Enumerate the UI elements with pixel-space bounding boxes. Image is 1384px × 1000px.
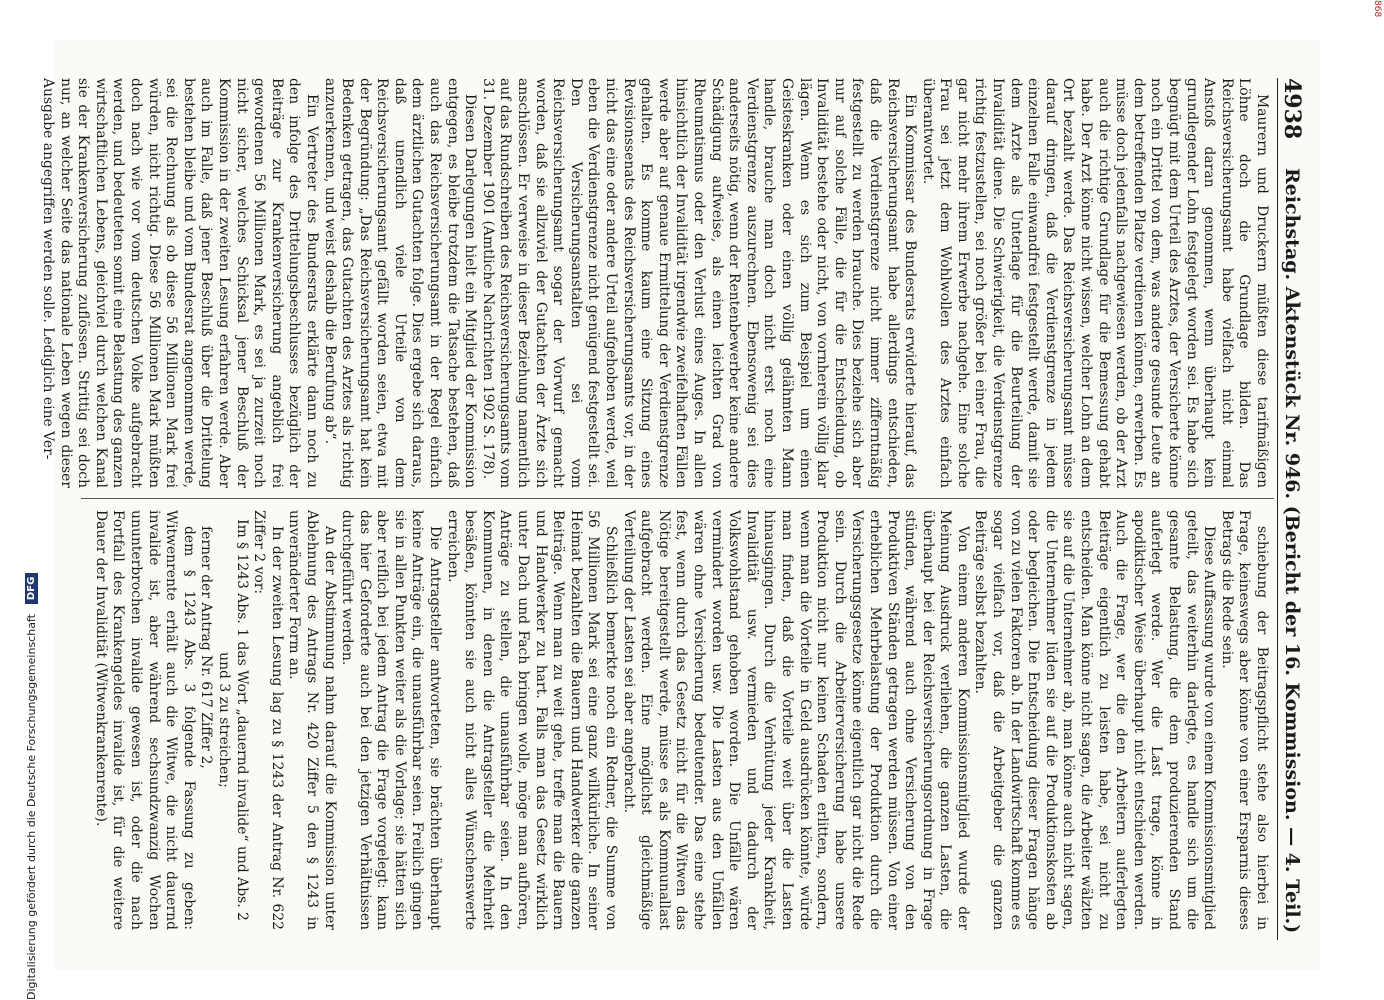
paragraph: Im § 1243 Abs. 1 das Wort „dauernd invalide“ und Abs. 2 und 3 zu streichen;: [215, 519, 250, 921]
right-column: [85, 510, 1270, 930]
paragraph: schiebung der Beitragspflicht stehe also hierbei in Frage, keineswegs aber könne von einer Ersparnis dieses Betrags die Rede sein.: [1218, 510, 1270, 930]
page-content: [40, 40, 1320, 970]
column-divider: [81, 498, 1274, 499]
page-header: [1277, 78, 1306, 940]
paragraph: Von einem anderen Kommissionsmitglied wurde der Meinung Ausdruck verliehen, die ganzen Lasten, die überhaupt bei der Reichsversicherungsordnung in Frage stünden, während auch ohne Versicherung von den Produktiven Ständen getragen werden müssen. Von einer erheblichen Mehrbelastung der Produktion durch die Versicherungsgesetze könne eigentlich gar nicht die Rede sein. Durch die Arbeiterversicherung habe unsere Produktion nicht nur keinen Schaden erlitten, sondern, wenn man die Vorteile in Geld ausdrücken könnte, würde man finden, daß die Vorteile weit über die Lasten hinausgingen. Durch die Verhütung jeder Krankheit, Invalidität usw. vermieden und dadurch der Volkswohlstand gehoben worden. Die Unfälle wären vermindert worden usw. Die Lasten aus den Unfällen wären ohne Versicherung bedeutender. Das eine stehe fest, wenn durch das Gesetz nicht für die Witwen das Nötige bereitgestellt werde, müsse es als Kommunallast aufgebracht werden. Eine möglichst gleichmäßige Verteilung der Lasten sei aber angebracht.: [620, 510, 971, 930]
credit-text: Digitalisierung gefördert durch die Deutsche Forschungsgemeinschaft: [24, 614, 38, 1000]
digitization-credit: [20, 0, 42, 1000]
paragraph: An der Abstimmung nahm darauf die Kommission unter Ablehnung des Antrags Nr. 420 Ziffer 5 den § 1243 in unveränderter Form an.: [286, 510, 338, 930]
paragraph: Ein Vertreter des Bundesrats erklärte dann noch zu den infolge des Drittelungsbeschlusses bezüglich der Beiträge zur Krankenversicherung angeblich frei gewordenen 56 Millionen Mark, es sei ja zurzeit noch nicht sicher, welches Schicksal jener Beschluß der Kommission in der zweiten Lesung erfahren werde. Aber auch im Falle, daß jener Beschluß über die Drittelung bestehen bleibe und vom Bundesrat angenommen werde, sei die Rechnung als ob diese 56 Millionen Mark frei würden, nicht richtig. Diese 56 Millionen Mark müßten doch nach wie vor vom deutschen Volke aufgebracht werden, und bedeuteten somit eine Belastung des ganzen wirtschaftlichen Lebens, gleichviel durch welchen Kanal sie der Krankenversicherung zuflössen. Strittig sei doch nur, an welcher Seite das nationale Leben wegen dieser Ausgabe angegriffen werden solle. Lediglich eine Ver-: [40, 78, 320, 488]
paragraph: Die Antragsteller antworteten, sie brächten überhaupt keine Anträge ein, die unausführbar seien. Freilich gingen sie in allen Punkten weiter als die Vorlage; sie hätten sich aber reiflich bei jedem Antrag die Frage vorgelegt: kann das hier Geforderte auch bei den jetzigen Verhältnissen durchgeführt werden.: [339, 510, 444, 930]
paragraph: ferner der Antrag Nr. 617 Ziffer 2,: [198, 526, 215, 769]
paragraph: dem § 1243 Abs. 3 folgende Fassung zu geben: Witwenrente erhält auch die Witwe, die nicht dauernd invalide ist, aber während sechsundzwanzig Wochen ununterbrochen invalide gewesen ist, oder die nach Fortfall des Krankengeldes invalide ist, für die weitere Dauer der Invalidität (Witwenkrankenrente).: [92, 510, 197, 930]
paragraph: Ein Kommissar des Bundesrats erwiderte hierauf, das Reichsversicherungsamt habe allerdings entschieden, daß die Verdienstgrenze nicht immer zifferntnäßig festgestellt zu werden brauche. Dies beziehe sich aber nur auf solche Fälle, die für die Entscheidung, ob Invalidität bestehe oder nicht, von vornherein völlig klar lägen. Wenn es sich zum Beispiel um einen Geisteskranken oder einen völlig gelähmten Mann handle, brauche man doch nicht erst noch eine Verdienstgrenze auszurechnen. Ebensowenig sei dies anderseits nötig, wenn der Rentenbewerber keine andere Schädigung aufweise, als einen leichten Grad von Rheumatismus oder den Verlust eines Auges. In allen hinsichtlich der Invalidität irgendwie zweifelhaften Fällen werde aber auf genaue Ermittelung der Verdienstgrenze gehalten. Es komme kaum eine Sitzung eines Revisionssenats des Reichsversicherungsamts vor, in der nicht das eine oder andere Urteil aufgehoben werde, weil eben die Verdienstgrenze nicht genügend festgestellt sei. Den Versicherungsanstalten sei vom Reichsversicherungsamt sogar der Vorwurf gemacht worden, daß sie allzuviel der Gutachten der Ärzte sich anschlössen. Er verweise in dieser Beziehung namentlich auf das Rundschreiben des Reichsversicherungsamts vom 31. Dezember 1901 (Amtliche Nachrichten 1902 S. 178).: [479, 78, 919, 488]
paragraph: Schließlich bemerkte noch ein Redner, die Summe von 56 Millionen Mark sei eine ganz willkürliche. In seiner Heimat bezahlten die Bauern und Handwerker die ganzen Beiträge. Wenn man zu weit gehe, treffe man die Bauern und Handwerker zu hart. Falls man das Gesetz wirklich unter Dach und Fach bringen wolle, möge man aufhören, Anträge zu stellen, die unausführbar seien. In den Kommunen, in denen die Antragsteller die Mehrheit besäßen, könnten sie auch nicht alles Wünschenswerte erreichen.: [444, 510, 620, 930]
image-id-mark: 868: [1372, 0, 1382, 18]
paragraph: In der zweiten Lesung lag zu § 1243 der Antrag Nr. 622 Ziffer 2 vor:: [251, 510, 285, 930]
left-column: [40, 78, 1270, 488]
dfg-logo: DFG: [25, 573, 38, 604]
page-number: 4938: [1279, 78, 1305, 140]
page-title: Reichstag. Aktenstück Nr. 946. (Bericht der 16. Kommission. — 4. Teil.): [1281, 168, 1303, 934]
scanned-page: [40, 40, 1320, 970]
paragraph: Maurern und Druckern müßten diese tarifmäßigen Löhne doch die Grundlage bilden. Das Reichsversicherungsamt habe vielfach nicht einmal Anstoß daran genommen, wenn überhaupt kein grundlegender Lohn festgelegt worden sei. Es habe sich begnügt mit dem Urteil des Arztes, der Versicherte könne noch ein Drittel von dem, was andere gesunde Leute an dem betreffenden Platze verdienen können, erwerben. Es müsse doch jedenfalls nachgewiesen werden, ob der Arzt auch die richtige Grundlage für die Bemessung gehabt habe. Der Arzt könne nicht wissen, welcher Lohn an dem Ort bezahlt werde. Das Reichsversicherungsamt müsse darauf dringen, daß die Verdienstgrenze in jedem einzelnen Falle einwandfrei festgestellt werde, damit sie dem Arzte als Unterlage für die Beurteilung der Invalidität diene. Die Schwierigkeit, die Verdienstgrenze richtig festzustellen, sei noch größer bei einer Frau, die gar nicht mehr ihrem Erwerbe nachgehe. Eine solche Frau sei jetzt dem Wohlwollen des Arztes einfach überantwortet.: [919, 78, 1270, 488]
paragraph: Diesen Darlegungen hielt ein Mitglied der Kommission entgegen, es bleibe trotzdem die Tatsache bestehen, daß auch das Reichsversicherungsamt in der Regel einfach dem ärztlichen Gutachten folge. Dies ergebe sich daraus, daß unendlich viele Urteile von dem Reichsversicherungsamt gefällt worden seien, etwa mit der Begründung: „Das Reichsversicherungsamt hat kein Bedenken getragen, das Gutachten des Arztes als richtig anzuerkennen, und weist deshalb die Berufung ab“.: [321, 78, 479, 488]
paragraph: Diese Auffassung wurde von einem Kommissionsmitglied geteilt, das weiterhin darlegte, es handle sich um die gesamte Belastung, die dem produzierenden Stand auferlegt werde. Wer die Last trage, könne in apodiktischer Weise überhaupt nicht entschieden werden. Auch die Frage, wer die den Arbeitern auferlegten Beiträge eigentlich zu leisten habe, sei nicht zu entscheiden. Man könne nicht sagen, die Arbeiter wälzten sie auf die Unternehmer ab, man könne auch nicht sagen, die Unternehmer lüden sie auf die Produktionskosten ab oder begleichen. Die Entscheidung dieser Fragen hänge von zu vielen Faktoren ab. In der Landwirtschaft komme es sogar vielfach vor, daß die Arbeitgeber die ganzen Beiträge selbst bezahlten.: [972, 510, 1218, 930]
